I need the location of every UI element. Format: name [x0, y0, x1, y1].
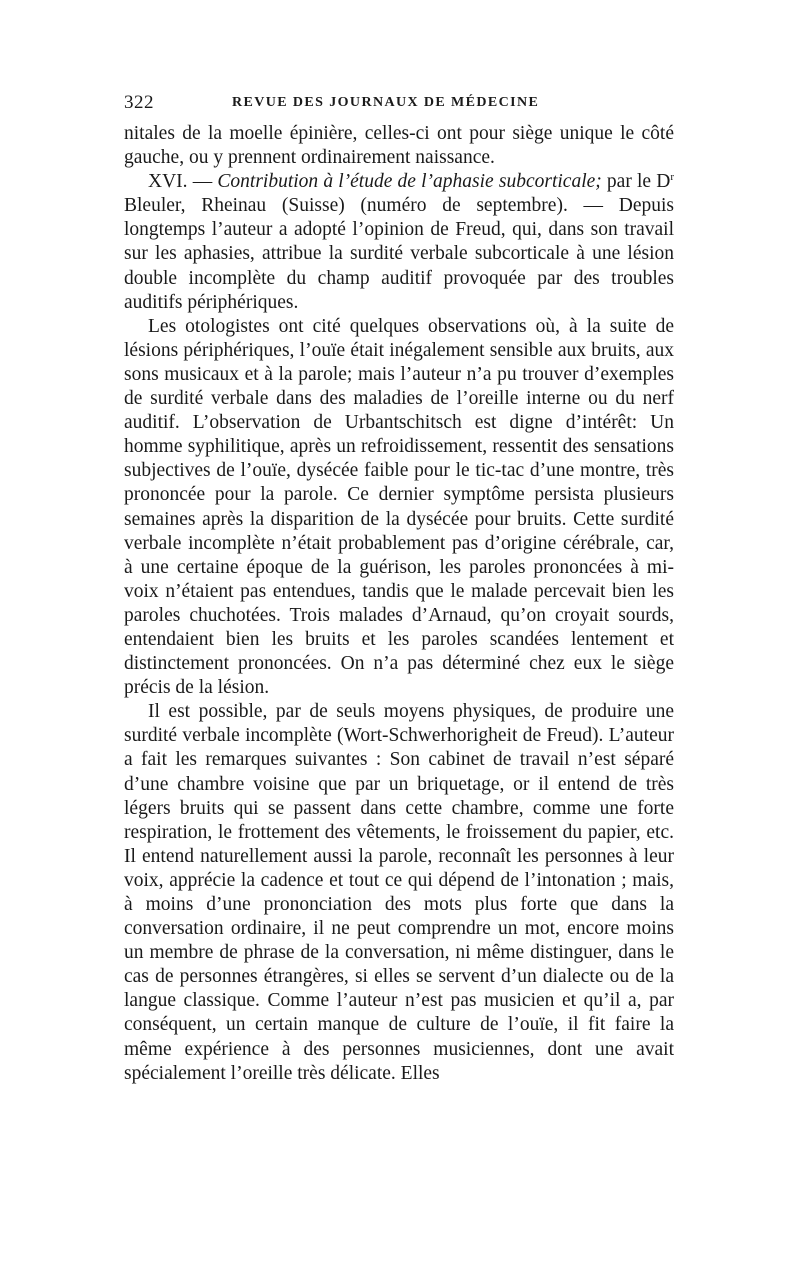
journal-page	[124, 86, 674, 1086]
author-intro: par le D	[601, 171, 671, 193]
doctor-superscript: r	[670, 171, 674, 184]
dash: —	[187, 171, 218, 193]
review-summary: Bleuler, Rheinau (Suisse) (numéro de septembre). — Depuis longtemps l’auteur a adopté l’opinion de Freud, qui, dans son travail sur les aphasies, attribue la surdité verbale subcorticale à une lésion double incomplète du champ auditif provoquée par des troubles auditifs périphériques.	[124, 195, 674, 313]
paragraph-experiment: Il est possible, par de seuls moyens physiques, de produire une surdité verbale incomplète (Wort-Schwerhorigheit de Freud). L’auteur a fait les remarques suivantes : Son cabinet de travail n’est séparé d’une chambre voisine que par un briquetage, or il entend de très légers bruits qui se passent dans cette chambre, comme une forte respiration, le frottement des vêtements, le froissement du papier, etc. Il entend naturellement aussi la parole, reconnaît les personnes à leur voix, apprécie la cadence et tout ce qui dépend de l’intonation ; mais, à moins d’une prononciation des mots plus forte que dans la conversation ordinaire, il ne peut comprendre un mot, encore moins un membre de phrase de la conversation, ni même distinguer, dans le cas de personnes étrangères, si elles se servent d’un dialecte ou de la langue classique. Comme l’auteur n’est pas musicien et qu’il a, par conséquent, un certain manque de culture de l’ouïe, il fit faire la même expérience à des personnes musiciennes, dont une avait spécialement l’oreille très délicate. Elles	[124, 701, 674, 1084]
running-title: REVUE DES JOURNAUX DE MÉDECINE	[232, 95, 540, 110]
review-number: XVI.	[148, 171, 188, 193]
running-head	[124, 86, 674, 122]
page-number: 322	[124, 92, 154, 113]
paragraph-continuation: nitales de la moelle épinière, celles-ci ont pour siège unique le côté gauche, ou y prennent ordinairement naissance.	[124, 123, 674, 169]
paragraph-review-xvi	[124, 170, 674, 315]
body-text	[124, 122, 674, 1086]
article-title: Contribution à l’étude de l’aphasie subcorticale;	[217, 171, 602, 193]
paragraph-otologists: Les otologistes ont cité quelques observations où, à la suite de lésions périphériques, l’ouïe était inégalement sensible aux bruits, aux sons musicaux et à la parole; mais l’auteur n’a pu trouver d’exemples de surdité verbale dans des maladies de l’oreille interne ou du nerf auditif. L’observation de Urbantschitsch est digne d’intérêt: Un homme syphilitique, après un refroidissement, ressentit des sensations subjectives de l’ouïe, dysécée faible pour le tic-tac d’une montre, très prononcée pour la parole. Ce dernier symptôme persista plusieurs semaines après la disparition de la dysécée pour bruits. Cette surdité verbale incomplète n’était probablement pas d’origine cérébrale, car, à une certaine époque de la guérison, les paroles prononcées à mi-voix n’étaient pas entendues, tandis que le malade percevait bien les paroles chuchotées. Trois malades d’Arnaud, qu’on croyait sourds, entendaient bien les bruits et les paroles scandées lentement et distinctement prononcées. On n’a pas déterminé chez eux le siège précis de la lésion.	[124, 315, 674, 699]
